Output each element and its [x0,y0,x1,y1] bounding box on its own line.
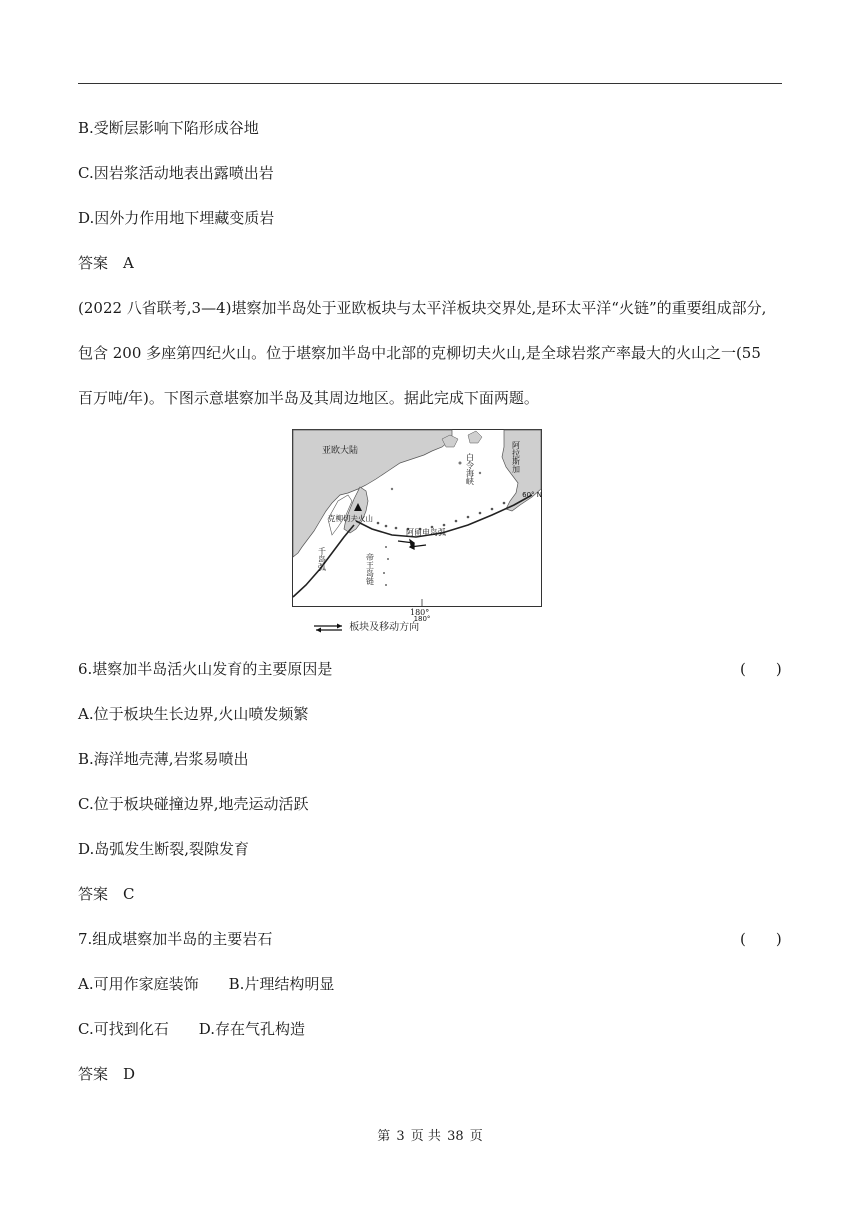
question-6-bracket: ( ) [740,660,782,678]
label-bering: 白令海峡 [465,453,475,485]
question-7: 7.组成堪察加半岛的主要岩石 [78,930,273,948]
footer-prefix: 第 [377,1129,391,1144]
answer-7: 答案 D [78,1065,136,1083]
passage-line-2: 包含 200 多座第四纪火山。位于堪察加半岛中北部的克柳切夫火山,是全球岩浆产率最大的火山之一(55 [78,344,761,362]
plate-arrow-icon [312,623,346,633]
passage-line-1: (2022 八省联考,3—4)堪察加半岛处于亚欧板块与太平洋板块交界处,是环太平洋“火链”的重要组成部分, [78,299,767,317]
page-footer [0,1128,860,1146]
label-volcano: 克柳切夫火山 [328,514,373,523]
footer-mid: 页 共 [410,1129,441,1144]
q7-options-cd: C.可找到化石 D.存在气孔构造 [78,1020,305,1038]
kamchatka-map [292,429,542,623]
label-180: 180° [413,615,431,623]
label-60n: 60° N [522,491,542,499]
passage-line-3: 百万吨/年)。下图示意堪察加半岛及其周边地区。据此完成下面两题。 [78,389,539,407]
footer-total: 38 [447,1129,464,1144]
label-alaska: 阿拉斯加 [511,441,521,473]
answer-6: 答案 C [78,885,135,903]
header-rule [78,83,782,84]
q6-option-a: A.位于板块生长边界,火山喷发频繁 [78,705,309,723]
label-eurasia: 亚欧大陆 [322,446,359,456]
footer-page: 3 [396,1129,405,1144]
legend-label: 板块及移动方向 [349,622,420,633]
q6-option-d: D.岛弧发生断裂,裂隙发育 [78,840,250,858]
q6-option-c: C.位于板块碰撞边界,地壳运动活跃 [78,795,309,813]
q6-option-b: B.海洋地壳薄,岩浆易喷出 [78,750,249,768]
option-c: C.因岩浆活动地表出露喷出岩 [78,164,274,182]
q7-options-ab: A.可用作家庭装饰 B.片理结构明显 [78,975,335,993]
answer-5: 答案 A [78,254,134,272]
label-kuril: 千岛弧 [317,547,327,571]
label-180-text: 180° [410,608,430,617]
map-legend [312,620,419,636]
question-6: 6.堪察加半岛活火山发育的主要原因是 [78,660,333,678]
option-d: D.因外力作用地下埋藏变质岩 [78,209,275,227]
option-b: B.受断层影响下陷形成谷地 [78,119,259,137]
footer-suffix: 页 [469,1129,483,1144]
question-7-bracket: ( ) [740,930,782,948]
label-aleutian: 阿留申岛弧 [406,528,446,537]
label-emperor: 帝王岛链 [365,553,375,585]
